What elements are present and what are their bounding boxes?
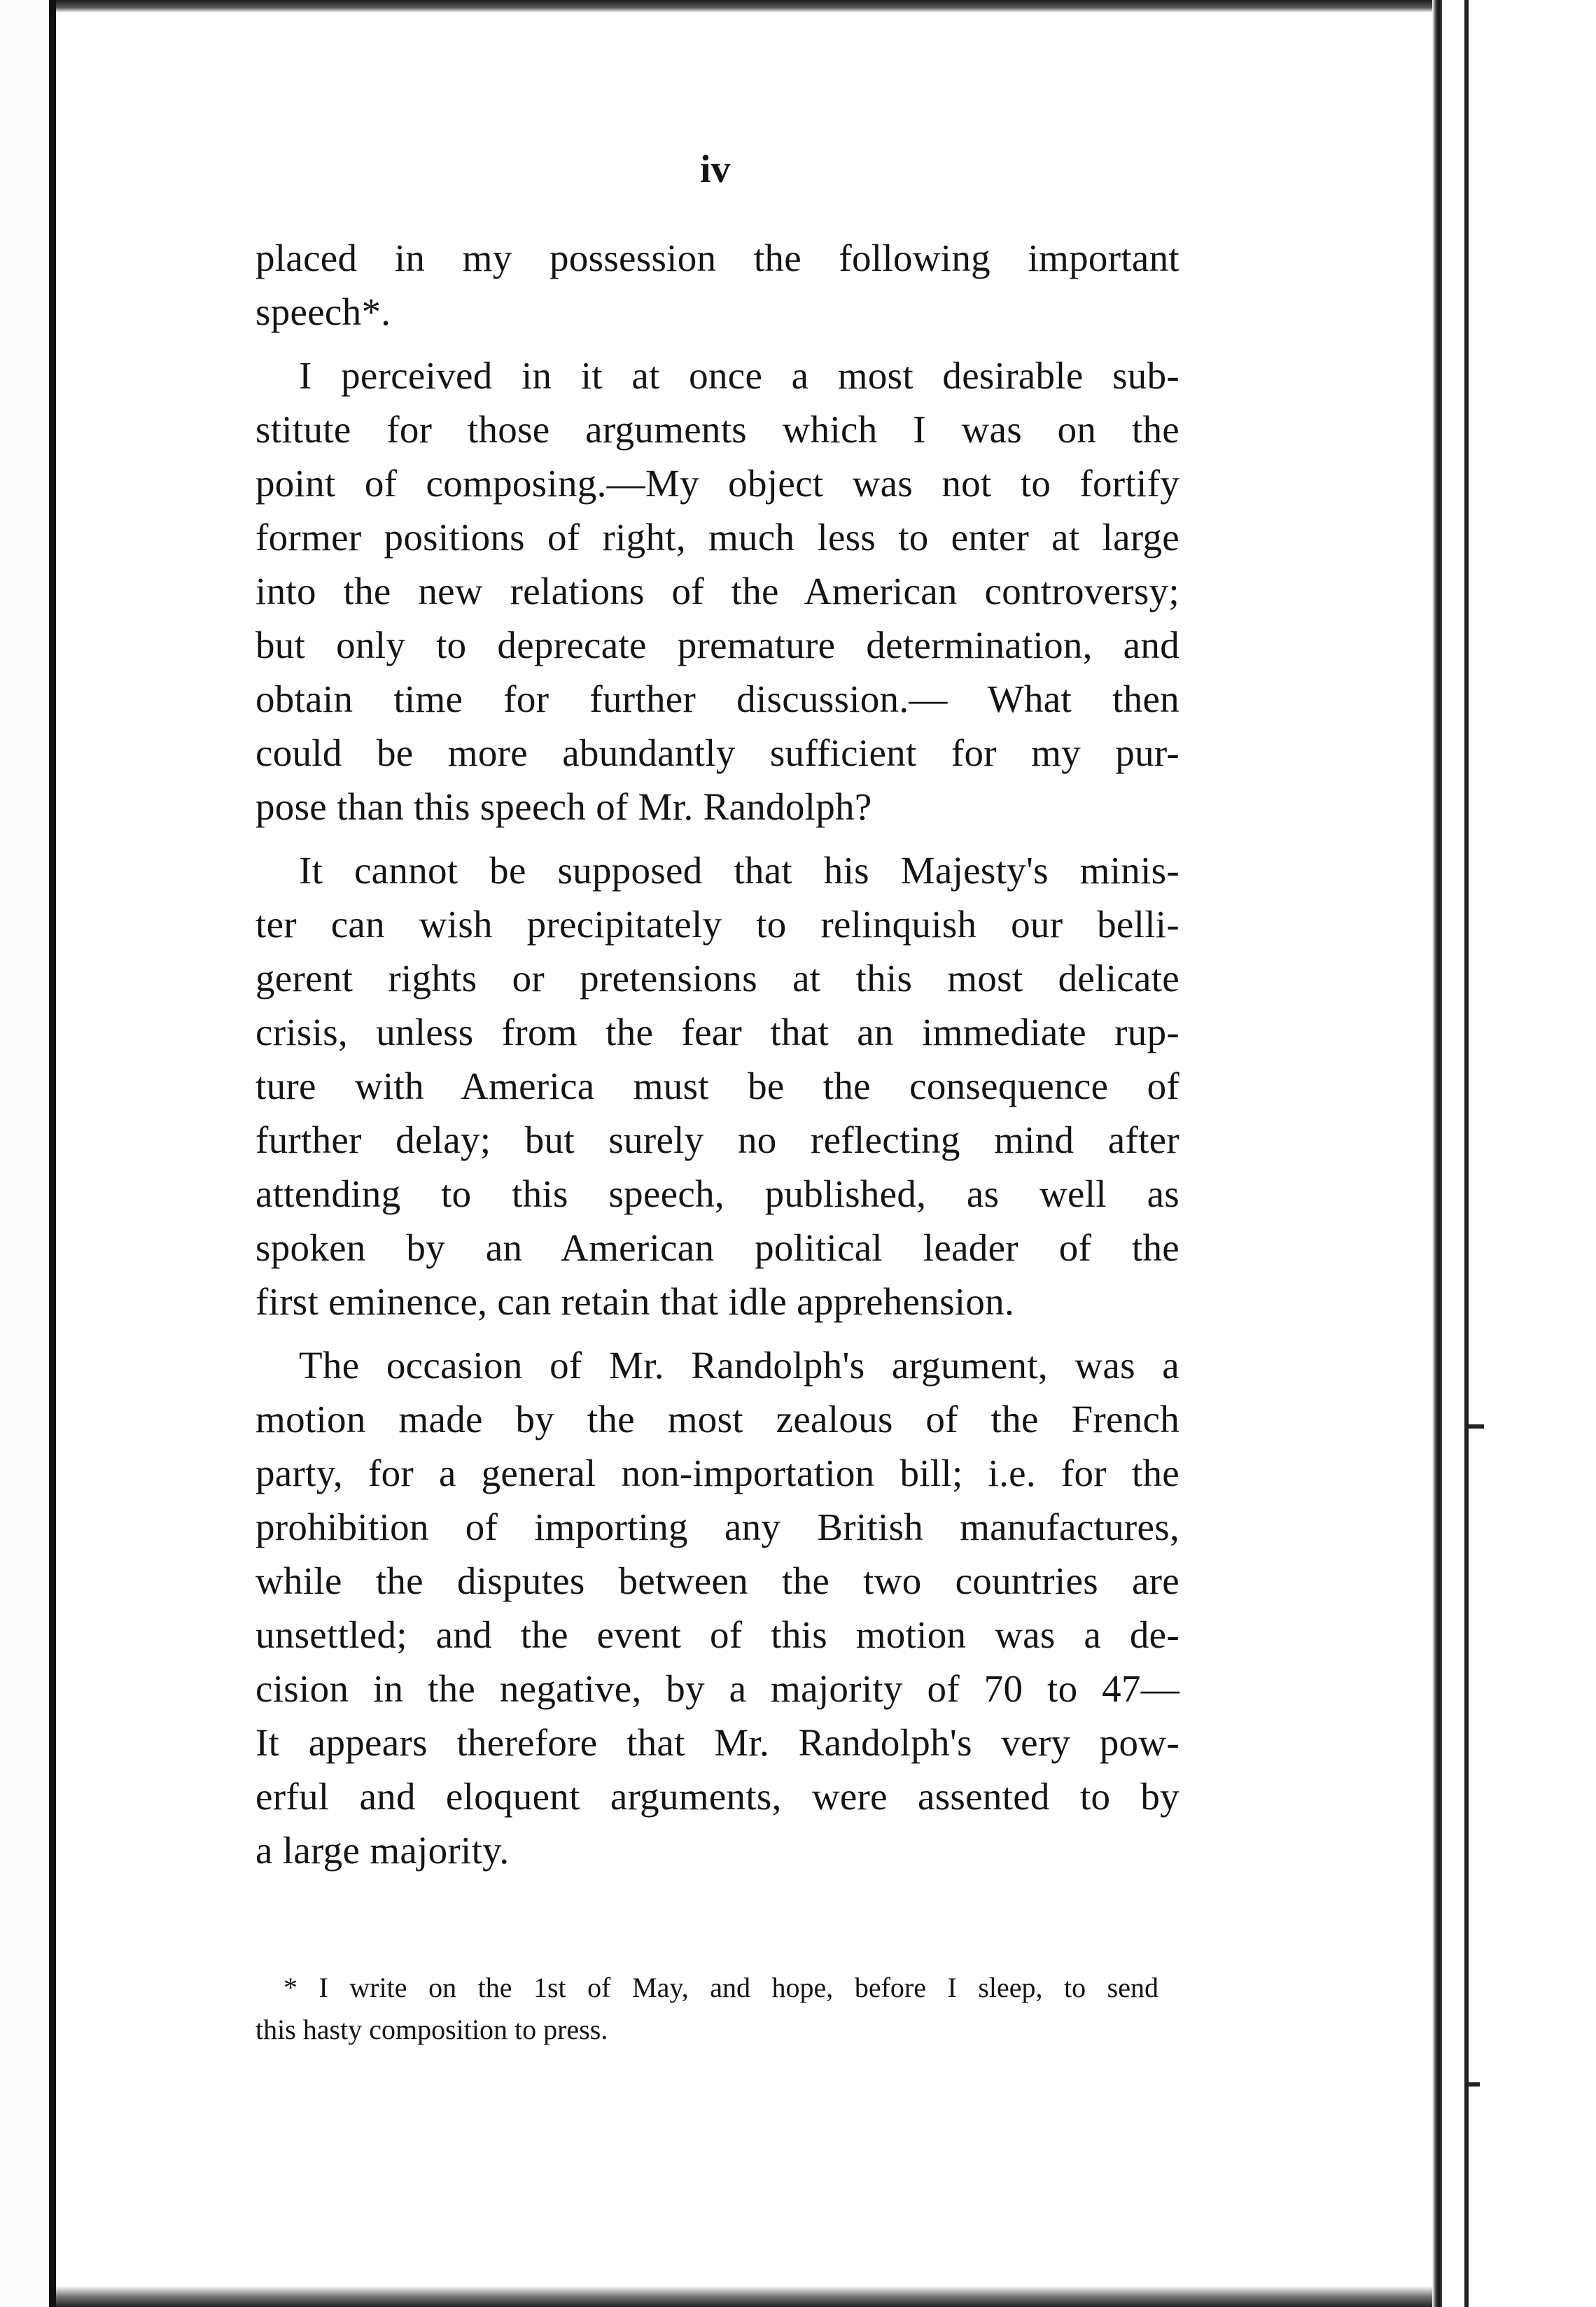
left-scan-margin	[0, 0, 55, 2307]
text-line: attending to this speech, published, as well as	[255, 1172, 1180, 1215]
text-line: It cannot be supposed that his Majesty's minis-	[299, 849, 1180, 892]
page-number: iv	[700, 148, 731, 191]
text-line: cision in the negative, by a majority of 70 to 47—	[255, 1667, 1180, 1710]
text-line: The occasion of Mr. Randolph's argument, was a	[299, 1344, 1180, 1387]
bottom-page-edge	[56, 2286, 1441, 2307]
text-line: could be more abundantly sufficient for my pur-	[255, 731, 1180, 774]
text-line: point of composing.—My object was not to fortify	[255, 462, 1180, 505]
text-line: crisis, unless from the fear that an immediate rup-	[255, 1011, 1180, 1053]
text-line: but only to deprecate premature determination, and	[255, 624, 1180, 666]
text-line: while the disputes between the two countries are	[255, 1559, 1180, 1602]
footnote	[255, 1967, 1158, 2051]
text-line: first eminence, can retain that idle apprehension.	[255, 1280, 1015, 1323]
text-line: placed in my possession the following important	[255, 237, 1180, 279]
text-line: former positions of right, much less to enter at large	[255, 516, 1180, 559]
paragraph	[255, 1338, 1180, 1877]
text-line: obtain time for further discussion.— What then	[255, 678, 1180, 720]
text-line: further delay; but surely no reflecting mind after	[255, 1119, 1180, 1161]
footnote-line: * I write on the 1st of May, and hope, before I sleep, to send	[284, 1972, 1158, 2003]
text-line: ter can wish precipitately to relinquish our belli-	[255, 903, 1180, 946]
text-line: into the new relations of the American controversy;	[255, 570, 1180, 612]
text-line: unsettled; and the event of this motion was a de-	[255, 1613, 1180, 1656]
paragraph	[255, 231, 1180, 339]
book-gutter	[1442, 0, 1463, 2307]
text-line: I perceived in it at once a most desirable sub-	[299, 354, 1180, 397]
text-line: party, for a general non-importation bill; i.e. for the	[255, 1452, 1180, 1494]
footnote-line: this hasty composition to press.	[255, 2014, 608, 2045]
facing-page-strip	[1463, 0, 1596, 2307]
text-line: spoken by an American political leader of the	[255, 1226, 1180, 1269]
text-line: erful and eloquent arguments, were assented to by	[255, 1775, 1180, 1818]
paragraph	[255, 349, 1180, 834]
body-text	[255, 231, 1180, 1877]
text-line: a large majority.	[255, 1829, 510, 1872]
text-line: gerent rights or pretensions at this most delicate	[255, 957, 1180, 1000]
text-line: ture with America must be the consequence of	[255, 1065, 1180, 1107]
left-page-edge	[49, 0, 56, 2307]
facing-page-edge	[1464, 0, 1469, 2307]
facing-page-mark	[1469, 1424, 1484, 1429]
paragraph	[255, 843, 1180, 1328]
text-line: speech*.	[255, 290, 391, 333]
facing-page-mark	[1469, 2082, 1480, 2087]
top-page-edge	[56, 0, 1441, 13]
text-line: prohibition of importing any British manufactures,	[255, 1506, 1180, 1548]
text-line: pose than this speech of Mr. Randolph?	[255, 785, 872, 828]
text-line: It appears therefore that Mr. Randolph's very pow-	[255, 1721, 1180, 1764]
text-line: stitute for those arguments which I was on the	[255, 408, 1180, 451]
text-line: motion made by the most zealous of the French	[255, 1398, 1180, 1440]
right-page-edge	[1432, 0, 1442, 2307]
